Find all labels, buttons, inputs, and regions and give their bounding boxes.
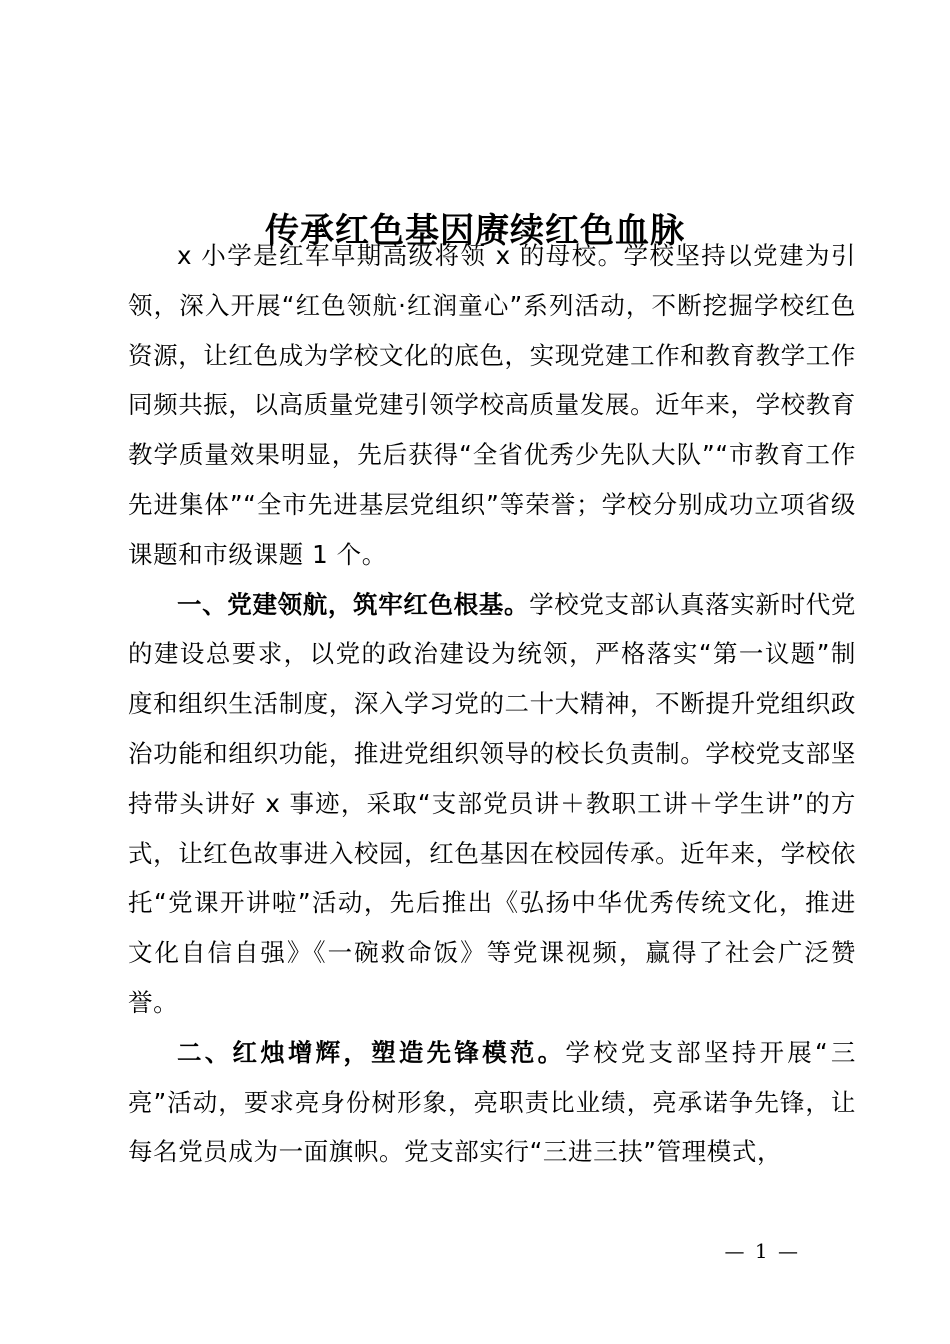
paragraph-text: 学校党支部坚持开展“三亮”活动，要求亮身份树形象，亮职责比业绩，亮承诺争先锋，让每名党员成为一面旗帜。党支部实行“三进三扶”管理模式， [128, 1037, 856, 1167]
paragraph-section-2 [128, 1028, 856, 1177]
paragraph-section-1 [128, 580, 856, 1028]
paragraph-intro [128, 231, 856, 580]
paragraph-text: 学校党支部认真落实新时代党的建设总要求，以党的政治建设为统领，严格落实“第一议题”制度和组织生活制度，深入学习党的二十大精神，不断提升党组织政治功能和组织功能，推进党组织领导的校长负责制。学校党支部坚持带头讲好 x 事迹，采取“支部党员讲＋教职工讲＋学生讲”的方式，让红色故事进入校园，红色基因在校园传承。近年来，学校依托“党课开讲啦”活动，先后推出《弘扬中华优秀传统文化，推进文化自信自强》《一碗救命饭》等党课视频，赢得了社会广泛赞誉。 [128, 589, 856, 1017]
section-heading-2: 二、红烛增辉，塑造先锋模范。 [177, 1037, 566, 1067]
paragraph-text: x 小学是红军早期高级将领 x 的母校。学校坚持以党建为引领，深入开展“红色领航·红润童心”系列活动，不断挖掘学校红色资源，让红色成为学校文化的底色，实现党建工作和教育教学工作同频共振，以高质量党建引领学校高质量发展。近年来，学校教育教学质量效果明显，先后获得“全省优秀少先队大队”“市教育工作先进集体”“全市先进基层党组织”等荣誉；学校分别成功立项省级课题和市级课题 1 个。 [128, 241, 856, 569]
section-heading-1: 一、党建领航，筑牢红色根基。 [177, 589, 530, 619]
document-body [128, 231, 856, 1177]
page-number: — 1 — [724, 1239, 800, 1263]
document-title: 传承红色基因赓续红色血脉 [265, 210, 685, 251]
